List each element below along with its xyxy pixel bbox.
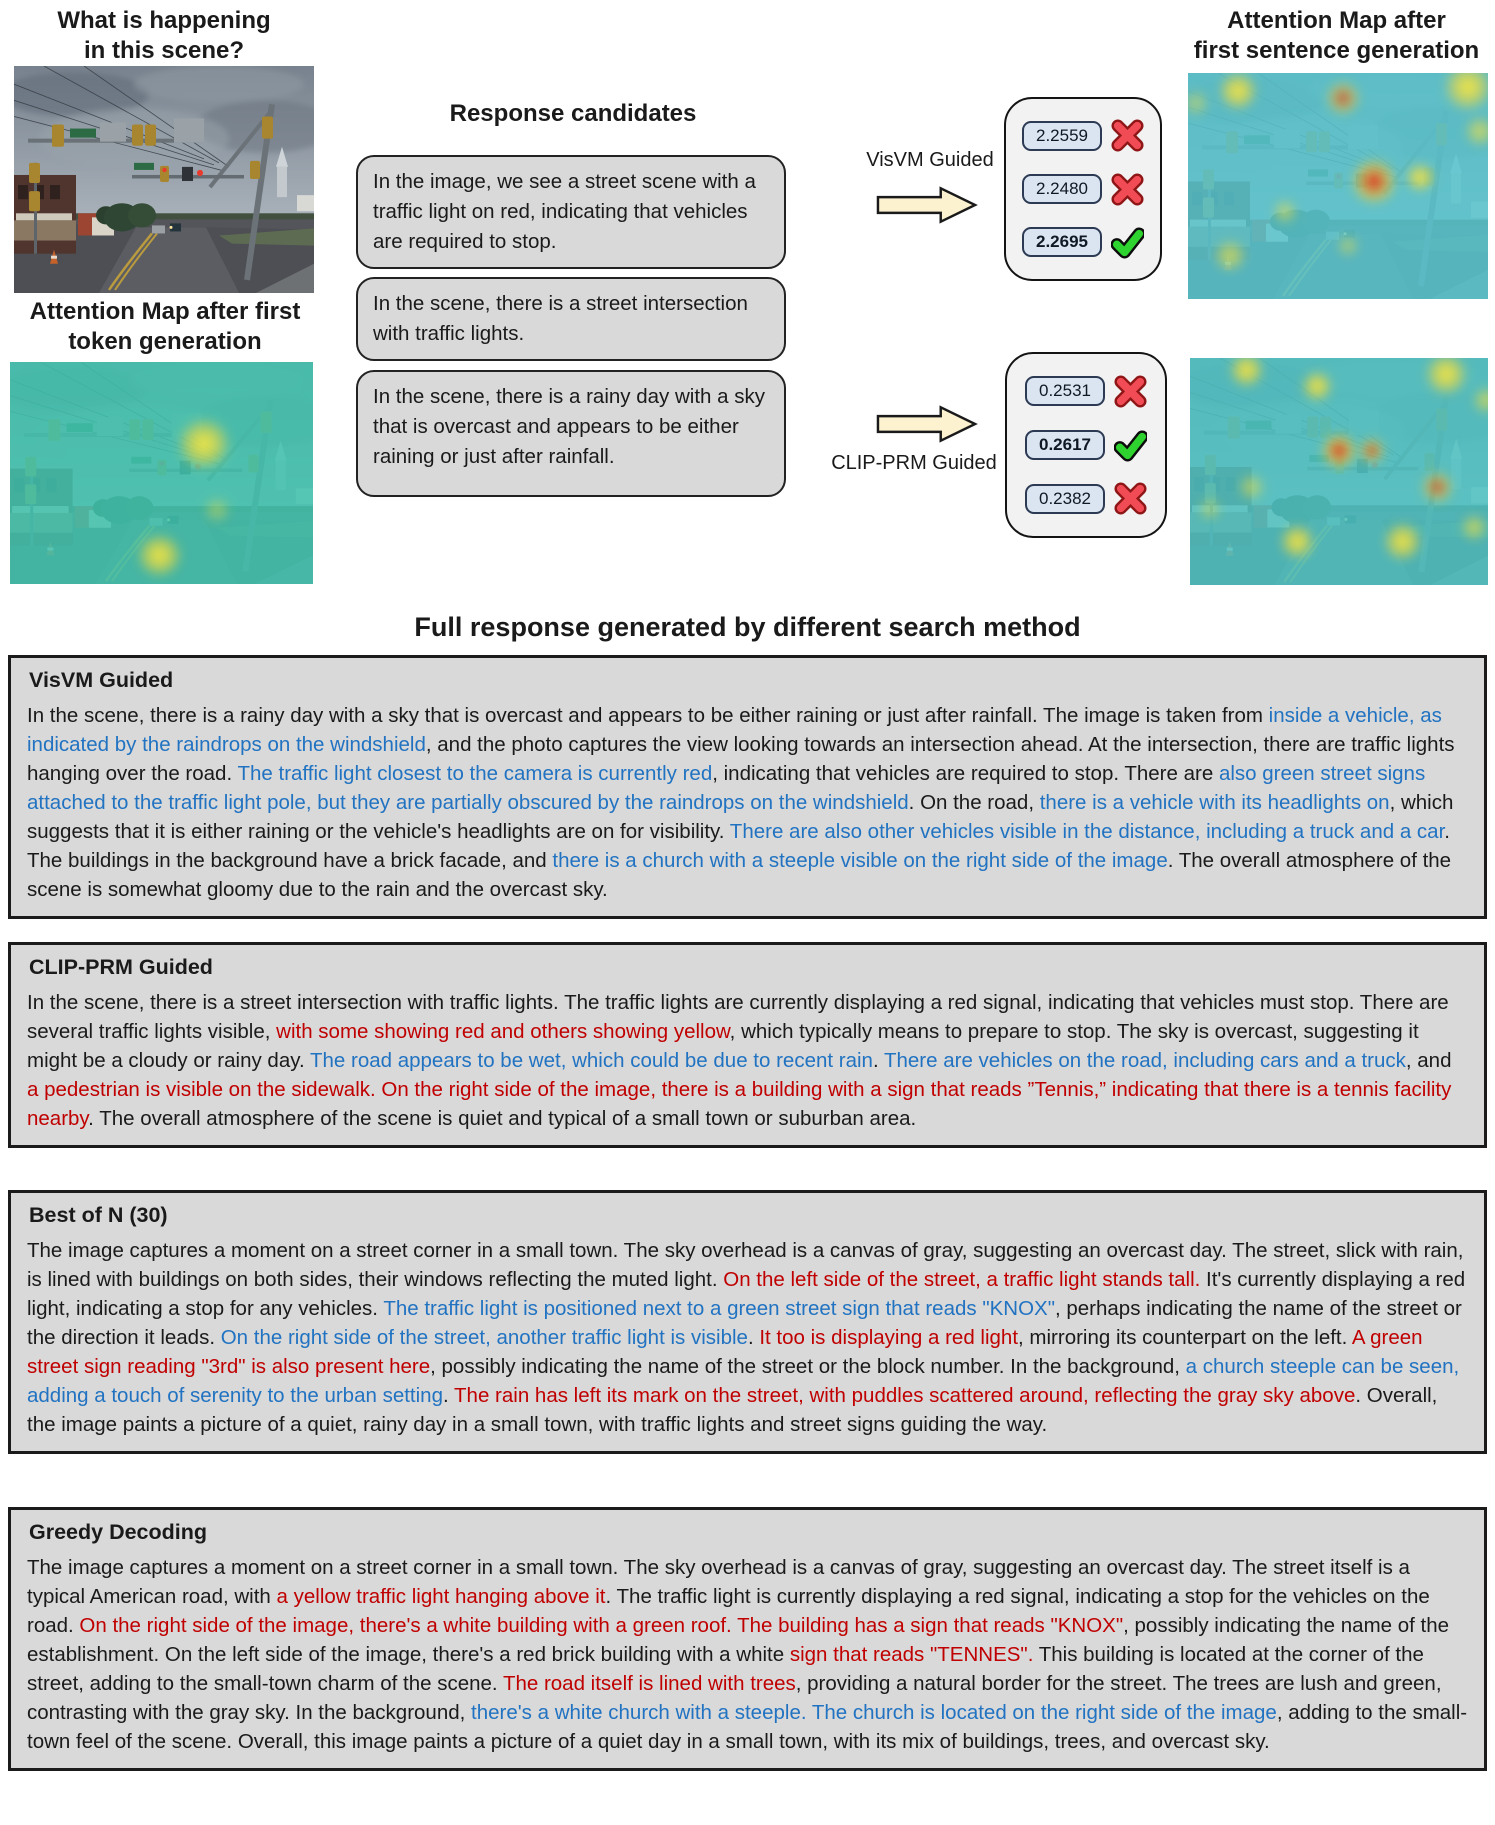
full-response-heading: Full response generated by different search method — [414, 612, 1081, 642]
score-row — [1025, 429, 1147, 462]
text-segment-red: The rain has left its mark on the street, with puddles scattered around, reflecting the gray sky above — [454, 1384, 1356, 1407]
text-segment-red: a yellow traffic light hanging above it — [276, 1585, 606, 1608]
question-title-line2: in this scene? — [83, 37, 245, 64]
text-segment-blue: The traffic light is positioned next to a green street sign that reads "KNOX" — [383, 1297, 1055, 1320]
score-row — [1022, 226, 1144, 259]
text-segment-black: , possibly indicating the name of the establishment. On the left side of the image, there's a red brick building with a white — [27, 1614, 1450, 1666]
candidate-3: In the scene, there is a rainy day with a sky that is overcast and appears to be either raining or just after rainfall. — [356, 370, 786, 497]
text-segment-blue: inside a vehicle, as indicated by the raindrops on the windshield — [27, 704, 1442, 756]
panel-text — [27, 988, 1468, 1133]
text-segment-black: . Overall, the image paints a picture of a quiet, rainy day in a small town, with traffic lights and street signs guiding the way. — [27, 1384, 1438, 1436]
text-segment-black: This building is located at the corner of the street, adding to the small-town charm of the scene. — [27, 1643, 1424, 1695]
text-segment-blue: also green street signs attached to the traffic light pole, but they are partially obscured by the raindrops on the windshield — [27, 762, 1426, 814]
text-segment-blue: There are also other vehicles visible in the distance, including a truck and a car — [729, 820, 1445, 843]
x-icon — [1114, 482, 1147, 515]
text-segment-black: The image captures a moment on a street corner in a small town. The sky overhead is a canvas of gray, suggesting an overcast day. The street itself is a typical American road, with — [27, 1556, 1410, 1608]
text-segment-red: sign that reads "TENNES". — [789, 1643, 1034, 1666]
text-segment-black: . The buildings in the background have a brick facade, and — [27, 820, 1450, 872]
visvm-guided-label: VisVM Guided — [866, 149, 994, 171]
text-segment-black: . On the road, — [908, 791, 1040, 814]
panel-title: Best of N (30) — [29, 1203, 168, 1227]
attention-token-label-line2: token generation — [68, 328, 262, 355]
attention-sentence-label-line1: Attention Map after — [1227, 7, 1446, 34]
text-segment-red: with some showing red and others showing yellow — [276, 1020, 730, 1043]
scene-photo — [14, 66, 314, 293]
score-row — [1022, 173, 1144, 206]
text-segment-red: The road itself is lined with trees — [502, 1672, 796, 1695]
question-title-line1: What is happening — [57, 7, 271, 34]
panel-clip-prm-guided — [8, 942, 1487, 1148]
attention-token-label — [0, 297, 330, 357]
text-segment-red: A green street sign reading "3rd" is also present here — [27, 1326, 1423, 1378]
clip-prm-score-panel — [1005, 352, 1167, 538]
text-segment-black: . — [442, 1384, 455, 1407]
text-segment-blue: there is a church with a steeple visible on the right side of the image — [552, 849, 1168, 872]
text-segment-red: a pedestrian is visible on the sidewalk. On the right side of the image, there is a building with a sign that reads ”Tennis,” indicating that there is a tennis facility nearby — [27, 1078, 1452, 1130]
text-segment-black: , which typically means to prepare to stop. The sky is overcast, suggesting it might be a cloudy or rainy day. — [27, 1020, 1419, 1072]
score-row — [1025, 482, 1147, 515]
clip-prm-guided-label: CLIP-PRM Guided — [831, 452, 997, 474]
text-segment-blue: There are vehicles on the road, including cars and a truck — [883, 1049, 1406, 1072]
text-segment-black: , indicating that vehicles are required to stop. There are — [712, 762, 1219, 785]
panel-best-of-n — [8, 1190, 1487, 1454]
x-icon — [1111, 119, 1144, 152]
attention-token-label-line1: Attention Map after first — [29, 298, 301, 325]
text-segment-red: On the right side of the image, there's a white building with a green roof. The building has a sign that reads "KNOX" — [79, 1614, 1124, 1637]
text-segment-black: , and — [1405, 1049, 1452, 1072]
candidate-1: In the image, we see a street scene with a traffic light on red, indicating that vehicles are required to stop. — [356, 155, 786, 269]
text-segment-black: . — [747, 1326, 760, 1349]
text-segment-black: , and the photo captures the view looking towards an intersection ahead. At the intersection, there are traffic lights hanging over the road. — [27, 733, 1455, 785]
panel-text — [27, 1553, 1468, 1756]
text-segment-black: , providing a natural border for the street. The trees are lush and green, contrasting with the gray sky. In the background, — [27, 1672, 1442, 1724]
text-segment-red: It too is displaying a red light — [759, 1326, 1019, 1349]
text-segment-blue: there's a white church with a steeple. The church is located on the right side of the image — [471, 1701, 1277, 1724]
panel-text — [27, 1236, 1468, 1439]
attention-map-token — [10, 362, 313, 584]
panel-title: CLIP-PRM Guided — [29, 955, 213, 979]
text-segment-black: . The overall atmosphere of the scene is quiet and typical of a small town or suburban area. — [88, 1107, 917, 1130]
attention-map-sentence-bottom — [1190, 358, 1488, 585]
text-segment-black: . The overall atmosphere of the scene is somewhat gloomy due to the rain and the overcast sky. — [27, 849, 1452, 901]
text-segment-black: . — [872, 1049, 884, 1072]
text-segment-blue: there is a vehicle with its headlights on — [1039, 791, 1390, 814]
response-candidates-title: Response candidates — [449, 100, 697, 127]
text-segment-black: It's currently displaying a red light, indicating a stop for any vehicles. — [27, 1268, 1466, 1320]
arrow-right-icon — [876, 185, 978, 225]
panel-visvm-guided — [8, 655, 1487, 919]
text-segment-blue: The traffic light closest to the camera is currently red — [237, 762, 713, 785]
score-value: 0.2382 — [1025, 484, 1105, 514]
text-segment-blue: a church steeple can be seen, adding a touch of serenity to the urban setting — [27, 1355, 1460, 1407]
text-segment-black: , perhaps indicating the name of the street or the direction it leads. — [27, 1297, 1462, 1349]
text-segment-black: In the scene, there is a street intersection with traffic lights. The traffic lights are currently displaying a red signal, indicating that vehicles must stop. There are several traffic lights visible, — [27, 991, 1449, 1043]
panel-greedy-decoding — [8, 1507, 1487, 1771]
score-value: 2.2559 — [1022, 121, 1102, 151]
text-segment-black: , mirroring its counterpart on the left. — [1018, 1326, 1352, 1349]
text-segment-black: , which suggests that it is either raining or the vehicle's headlights are on for visibility. — [27, 791, 1454, 843]
x-icon — [1114, 375, 1147, 408]
text-segment-blue: On the right side of the street, another traffic light is visible — [220, 1326, 748, 1349]
text-segment-blue: The road appears to be wet, which could be due to recent rain — [309, 1049, 873, 1072]
attention-sentence-label — [1178, 6, 1495, 66]
score-value: 0.2531 — [1025, 376, 1105, 406]
text-segment-black: . The traffic light is currently displaying a red signal, indicating a stop for the vehicles on the road. — [27, 1585, 1430, 1637]
text-segment-black: , possibly indicating the name of the street or the block number. In the background, — [430, 1355, 1186, 1378]
score-value: 0.2617 — [1025, 430, 1105, 460]
panel-text — [27, 701, 1468, 904]
x-icon — [1111, 173, 1144, 206]
question-title — [9, 6, 319, 66]
panel-title: VisVM Guided — [29, 668, 174, 692]
attention-sentence-label-line2: first sentence generation — [1193, 37, 1480, 64]
check-icon — [1111, 226, 1144, 259]
score-row — [1025, 375, 1147, 408]
text-segment-black: In the scene, there is a rainy day with a sky that is overcast and appears to be either raining or just after rainfall. The image is taken from — [27, 704, 1269, 727]
score-value: 2.2480 — [1022, 174, 1102, 204]
score-row — [1022, 119, 1144, 152]
text-segment-red: On the left side of the street, a traffic light stands tall. — [723, 1268, 1201, 1291]
text-segment-black: The image captures a moment on a street corner in a small town. The sky overhead is a canvas of gray, suggesting an overcast day. The street, slick with rain, is lined with buildings on both sides, their windows reflecting the muted light. — [27, 1239, 1464, 1291]
candidate-2: In the scene, there is a street intersection with traffic lights. — [356, 277, 786, 361]
arrow-right-icon — [876, 404, 978, 444]
score-value: 2.2695 — [1022, 227, 1102, 257]
attention-map-sentence-top — [1188, 73, 1488, 299]
visvm-score-panel — [1004, 97, 1162, 281]
panel-title: Greedy Decoding — [29, 1520, 208, 1544]
check-icon — [1114, 429, 1147, 462]
text-segment-black: , adding to the small-town feel of the scene. Overall, this image paints a picture of a quiet day in a small town, with its mix of buildings, trees, and overcast sky. — [27, 1701, 1468, 1753]
